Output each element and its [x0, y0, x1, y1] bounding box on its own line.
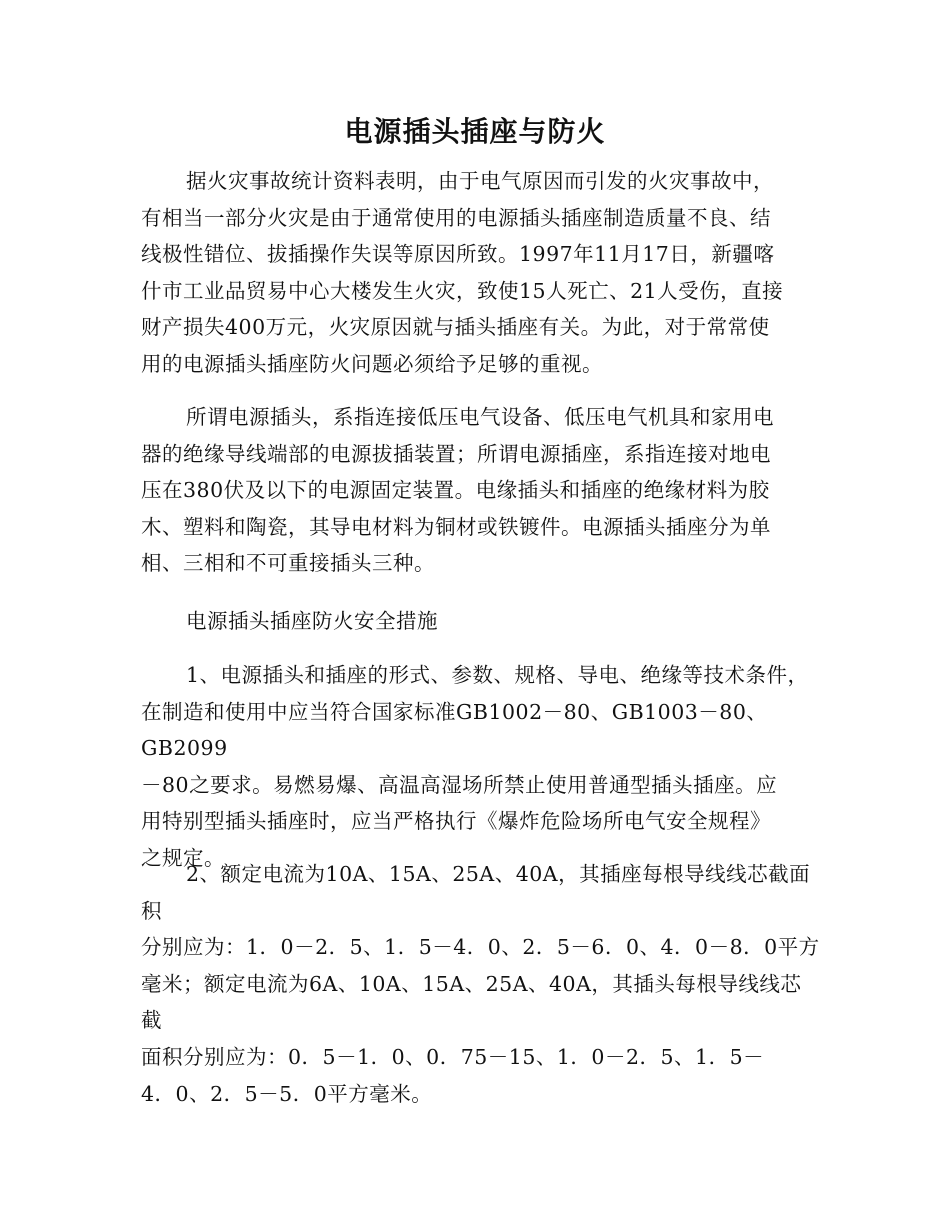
paragraph-measure-2: 2、额定电流为10A、15A、25A、40A，其插座每根导线线芯截面积 分别应为：1．0－2．5、1．5－4．0、2．5－6．0、4．0－8．0平方 毫米；额定电流为6A、10A、15A、25A、40A，其插头每根导线线芯截 面积分别应为：0．5－1．0、0．75－15、1．0－2．5、1．5－ 4．0、2．5－5．0平方毫米。: [141, 862, 820, 1106]
document-title: 电源插头插座与防火: [344, 115, 606, 148]
paragraph-fire-statistics: 据火灾事故统计资料表明，由于电气原因而引发的火灾事故中， 有相当一部分火灾是由于通常使用的电源插头插座制造质量不良、结 线极性错位、拔插操作失误等原因所致。1997年11月17日，新疆喀 什市工业品贸易中心大楼发生火灾，致使15人死亡、21人受伤，直接 财产损失400万元，火灾原因就与插头插座有关。为此，对于常常使 用的电源插头插座防火问题必须给予足够的重视。: [141, 169, 784, 376]
section-heading-safety-measures: 电源插头插座防火安全措施: [186, 609, 438, 633]
paragraph-definitions: 所谓电源插头，系指连接低压电气设备、低压电气机具和家用电 器的绝缘导线端部的电源拔插装置；所谓电源插座，系指连接对地电 压在380伏及以下的电源固定装置。电缘插头和插座的绝缘材料为胶 木、塑料和陶瓷，其导电材料为铜材或铁镀件。电源插头插座分为单 相、三相和不可重接插头三种。: [141, 405, 774, 576]
paragraph-measure-1: 1、电源插头和插座的形式、参数、规格、导电、绝缘等技术条件， 在制造和使用中应当符合国家标准GB1002－80、GB1003－80、GB2099 －80之要求。易燃易爆、高温高湿场所禁止使用普通型插头插座。应 用特别型插头插座时，应当严格执行《爆炸危险场所电气安全规程》 之规定。: [141, 663, 809, 870]
